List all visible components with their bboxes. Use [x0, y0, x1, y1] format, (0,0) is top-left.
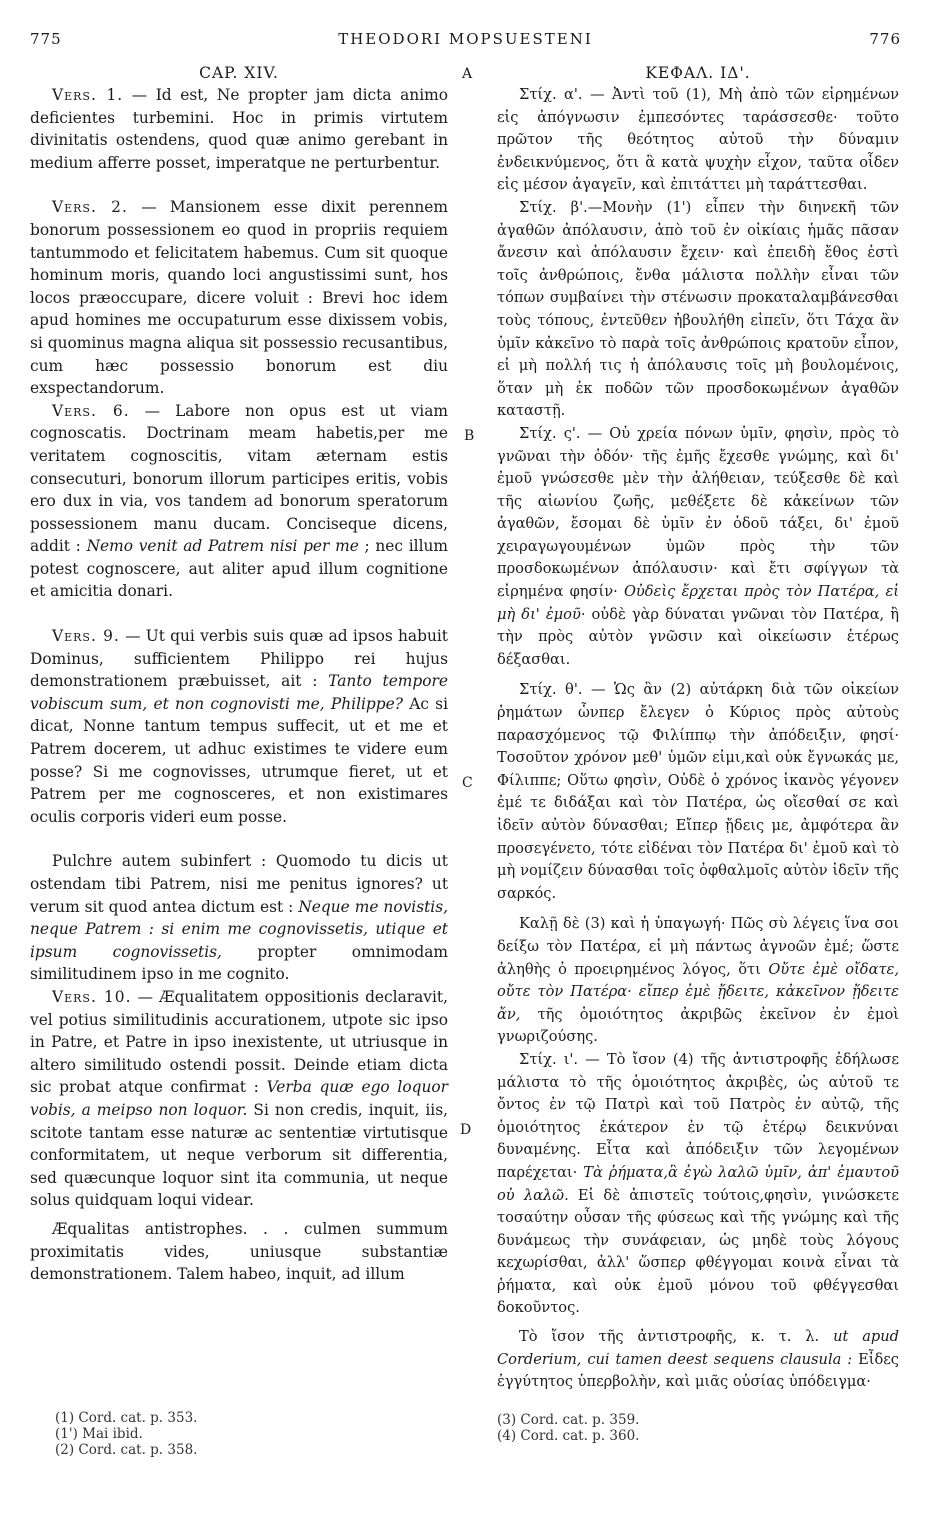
running-title: THEODORI MOPSUESTENI	[338, 30, 593, 48]
verse-1-greek: Στίχ. α'. — Ἀντὶ τοῦ (1), Μὴ ἀπὸ τῶν εἰρημένων εἰς ἀπόγνωσιν ἐμπεσόντες ταράσσεσθε· τοῦτο πρῶτον τῆς θεότητος αὐτοῦ τὴν δύναμιν ἐνδεικνύμενος, ὅτι ἃ κατὰ ψυχὴν εἶχον, ταῦτα οἶδεν εἰς μέσον ἀγαγεῖν, καὶ ἐπιτάττει μὴ ταράττεσθαι.	[497, 86, 899, 194]
verse-2-latin	[30, 196, 448, 399]
verse-label: Vers. 1.	[52, 86, 124, 104]
chapter-heading-greek: ΚΕΦΑΛ. ΙΔ'.	[645, 64, 751, 82]
footnote: (1') Mai ibid.	[55, 1426, 143, 1442]
verse-text: — Æqualitatem oppositionis declaravit, vel potius similitudinis accurationem, utpote sic ipso in Patre, et Patre in ipso inexistente, ut utriusque in altero similitudo ostendi possit. Deinde etiam dicta sic probat atque confirmat :	[30, 987, 448, 1097]
paragraph-text: Καλῇ δὲ (3) καὶ ἡ ὑπαγωγή· Πῶς σὺ λέγεις ἵνα σοι δείξω τὸν Πατέρα, εἰ μὴ πάντως ἀγνοῶν ἐμέ; ὥστε ἀληθὴς ὁ προειρημένος λόγος, ὅτι	[497, 915, 899, 978]
scripture-quote: Neque me novistis, neque Patrem : si enim me cognovissetis, utique et ipsum cognovissetis,	[30, 897, 448, 961]
footnote: (4) Cord. cat. p. 360.	[497, 1428, 640, 1444]
verse-text: Εἰ δὲ ἀπιστεῖς τούτοις,φησὶν, γινώσκετε τοσαύτην οὖσαν τῆς φύσεως καὶ τῆς γνώμης καὶ τῆς δυνάμεως τὴν συνάφειαν, ὡς μηδὲ τοὺς λόγους κεχωρίσθαι, ἀλλ' ὥσπερ φθέγγομαι κοινὰ εἶναι τὰ ῥήματα, καὶ οὐκ ἐμοῦ μόνου τοῦ φθέγγεσθαι δοκοῦντος.	[497, 1186, 899, 1317]
margin-letter-c: C	[462, 775, 473, 791]
verse-text: Ac si dicat, Nonne tantum tempus suffecit, ut et me et Patrem docerem, ut adhuc existimes te videre eum posse? Si me cognovisses, utrumque fieret, ut et Patrem per me cognosceres, et non existimares oculis corporis videri eum posse.	[30, 694, 448, 826]
margin-letter-a: A	[462, 66, 473, 82]
footnote: (3) Cord. cat. p. 359.	[497, 1412, 640, 1428]
verse-label: Vers. 10.	[52, 987, 132, 1006]
verse-text: — Labore non opus est ut viam cognoscatis. Doctrinam meam habetis,per me veritatem cognoscitis, vitam æternam estis consecuturi, bonorum illorum participes eritis, vobis ero dux in via, vos tandem ad bonorum speratorum possessionem manu ducam. Conciseque dicens, addit :	[30, 401, 448, 556]
margin-letter-d: D	[460, 1122, 472, 1138]
margin-letter-b: B	[464, 428, 475, 444]
footnote: (2) Cord. cat. p. 358.	[55, 1442, 198, 1458]
chapter-heading-latin: CAP. XIV.	[199, 64, 279, 82]
verse-10-greek	[497, 1049, 899, 1320]
footnotes-left	[55, 1410, 197, 1458]
scripture-quote: Verba quæ ego loquor vobis, a meipso non loquor.	[30, 1078, 448, 1119]
page-number-right: 776	[869, 30, 901, 48]
verse-2-greek: Στίχ. β'.—Μονὴν (1') εἶπεν τὴν διηνεκῆ τῶν ἀγαθῶν ἀπόλαυσιν, ἀπὸ τοῦ ἐν οἰκίαις ἡμᾶς πᾶσαν ἄνεσιν καὶ ἀπόλαυσιν ἔχειν· καὶ ἐπειδὴ ἔθος ἐστὶ τοῖς ἀνθρώποις, ἔνθα μάλιστα πολλὴν εἶναι τῶν τόπων συμβαίνει τὴν στένωσιν προκαταλαμβάνεσθαι τοὺς τόπους, ἐντεῦθεν ἠβουλήθη εἰπεῖν, ὅτι Τάχα ἂν ὑμῖν κἀκεῖνο τὸ παρὰ τοῖς ἀνθρώποις κρατοῦν εἶπον, εἰ μὴ πολλή τις ἡ ἀπόλαυσις τοῖς μὴ βουλομένοις, ὅταν μὴ ἐκ ποδῶν τῶν προσδοκωμένων ἀγαθῶν καταστῇ.	[497, 198, 899, 420]
verse-1-latin	[30, 84, 448, 174]
verse-text: Στίχ. ι'. — Τὸ ἴσον (4) τῆς ἀντιστροφῆς ἐδήλωσε μάλιστα τὸ τῆς ὁμοιότητος ἀκριβὲς, ὡς αὐτοῦ τε ὄντος ἐν τῷ Πατρὶ καὶ τοῦ Πατρὸς ἐν αὐτῷ, τῆς ὁμοιότητος ἑκάτερον ἐν τῷ ἑτέρῳ δεικνύναι δυναμένης. Εἶτα καὶ ἀπόδειξιν τῶν λεγομένων παρέχεται·	[497, 1050, 899, 1181]
verse-9-latin	[30, 625, 448, 828]
scripture-quote: Nemo venit ad Patrem nisi per me	[86, 537, 359, 556]
greek-column	[497, 62, 899, 1394]
verse-10-latin	[30, 986, 448, 1212]
verse-text: — Id est, Ne propter jam dicta animo deficientes turbemini. Hoc in primis virtutem divinitatis ostendens, quod quæ animo gerebant in medium afferre posset, imperatque ne perturbentur.	[30, 86, 449, 172]
verse-label: Vers. 6.	[52, 401, 130, 420]
scripture-quote: Οὔτε ἐμὲ οἴδατε, οὔτε τὸν Πατέρα· εἴπερ ἐμὲ ᾔδειτε, κἀκεῖνον ᾔδειτε ἄν,	[497, 960, 899, 1023]
footnotes-right	[497, 1412, 639, 1444]
latin-note: ut apud Corderium, cui tamen deest sequens clausula :	[497, 1328, 900, 1368]
paragraph-text: Εἶδες ἐγγύτητος ὑπερβολὴν, καὶ μιᾶς οὐσίας ὑπόδειγμα·	[497, 1350, 899, 1391]
verse-6-greek	[497, 423, 899, 672]
page-number-left: 775	[30, 30, 62, 48]
paragraph-text: Pulchre autem subinfert : Quomodo tu dicis ut ostendam tibi Patrem, nisi me penitus ignores? ut verum sit quod antea dictum est :	[30, 852, 448, 916]
verse-label: Vers. 9.	[52, 627, 120, 646]
verse-text: — Mansionem esse dixit perennem bonorum possessionem eo quod in propriis requiem tantummodo et felicitatem habemus. Cum sit quoque hominum moris, quando loci angustissimi sunt, hos locos præoccupare, dicere voluit : Brevi hoc idem apud homines me occupaturum esse dixissem vobis, si quominus magna aliqua sit possessio recusantibus, cum hæc possessio bonorum est diu exspectandorum.	[30, 198, 448, 398]
verse-9-greek: Στίχ. θ'. — Ὡς ἂν (2) αὐτάρκη διὰ τῶν οἰκείων ῥημάτων ὧνπερ ἔλεγεν ὁ Κύριος πρὸς αὐτοὺς παρασχόμενος τῷ Φιλίππῳ τὴν ἀπόδειξιν, φησί· Τοσοῦτον χρόνον μεθ' ὑμῶν εἰμι,καὶ οὐκ ἔγνωκάς με, Φίλιππε; Οὕτω φησὶν, Οὐδὲ ὁ χρόνος ἱκανὸς γέγονεν ἐμέ τε διδάξαι καὶ τὸν Πατέρα, ὡς οἴεσθαί σε καὶ ἰδεῖν αὐτὸν δύνασθαι; Εἴπερ ᾔδεις με, ἀμφότερα ἂν προσεγένετο, τότε εἰδέναι τὸν Πατέρα δι' ἐμοῦ καὶ τὸ μὴ νομίζειν δύνασθαι τοῖς ὀφθαλμοῖς αὐτὸν ἰδεῖν τῆς σαρκός.	[497, 681, 899, 902]
verse-text: — Ut qui verbis suis quæ ad ipsos habuit Dominus, sufficientem Philippo rei hujus demonstrationem præbuisset, ait :	[30, 627, 448, 691]
paragraph-kale	[497, 913, 899, 1049]
paragraph-text: τῆς ὁμοιότητος ἀκριβῶς ἐκεῖνον ἐν ἐμοὶ γνωριζούσης.	[497, 1005, 899, 1046]
latin-column	[30, 62, 448, 1286]
verse-text: · οὐδὲ γὰρ δύναται γνῶναι τὸν Πατέρα, ἢ τὴν πρὸς αὐτὸν γνῶσιν καὶ οἰκείωσιν ἑτέρως δέξασθαι.	[497, 605, 899, 668]
verse-6-latin	[30, 400, 448, 603]
verse-text: ; nec illum potest cognoscere, aut aliter apud illum cognitione et amicitia donari.	[30, 537, 448, 601]
paragraph-text: propter omnimodam similitudinem ipso in me cognito.	[30, 942, 448, 984]
scripture-quote: Οὐδεὶς ἔρχεται πρὸς τὸν Πατέρα, εἰ μὴ δι' ἐμοῦ	[497, 583, 899, 623]
paragraph-pulchre	[30, 850, 448, 986]
verse-text: Si non credis, inquit, iis, scitote tantam esse naturæ ac sententiæ virtutisque conformitatem, ut neque verborum sit differentia, sed quæcunque loquor sint ita communia, ut neque solus quidquam loqui videar.	[30, 1100, 449, 1210]
paragraph-aequalitas: Æqualitas antistrophes. . . culmen summum proximitatis vides, uniusque substantiæ demonstrationem. Talem habeo, inquit, ad illum	[30, 1219, 448, 1284]
running-header	[30, 30, 901, 54]
verse-text: Στίχ. ς'. — Οὐ χρεία πόνων ὑμῖν, φησὶν, πρὸς τὸ γνῶναι τὴν ὁδόν· τῆς ἐμῆς ἔχεσθε γνώμης, καὶ δι' ἐμοῦ γνώσεσθε μὲν τὴν ἀλήθειαν, τεύξεσθε δὲ καὶ τῆς αἰωνίου ζωῆς, μεθέξετε δὲ κἀκείνων τῶν ἀγαθῶν, ἔσομαι δὲ ὑμῖν ἐν ὁδοῦ τάξει, δι' ἐμοῦ χειραγωγουμένων ὑμῶν πρὸς τὴν τῶν προσδοκωμένων ἀπόλαυσιν· καὶ ἔτι σφίγγων τὰ εἰρημένα φησίν·	[497, 424, 899, 601]
footnote: (1) Cord. cat. p. 353.	[55, 1410, 198, 1426]
paragraph-ison	[497, 1326, 899, 1394]
scripture-quote: Tanto tempore vobiscum sum, et non cognovisti me, Philippe?	[30, 672, 448, 713]
paragraph-text: Τὸ ἴσον τῆς ἀντιστροφῆς, κ. τ. λ.	[519, 1328, 834, 1346]
verse-label: Vers. 2.	[52, 198, 128, 217]
scripture-quote: Τὰ ῥήματα,ἃ ἐγὼ λαλῶ ὑμῖν, ἀπ' ἐμαυτοῦ οὐ λαλῶ.	[497, 1163, 899, 1204]
